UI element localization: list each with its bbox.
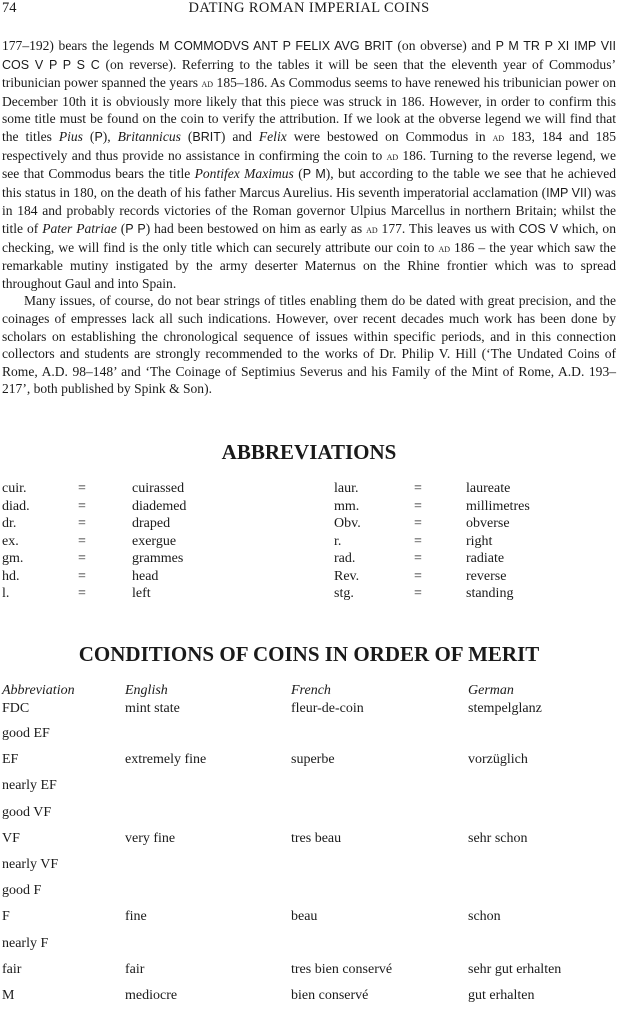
condition-row [2, 805, 616, 831]
paragraph-dating-commodus: 177–192) bears the legends M COMMODVS ANT P FELIX AVG BRIT (on obverse) and P M TR P XI IMP VII COS V P P S C (on reverse). Referring to the tables it will be seen that the eleventh year of Commodus’ tribunician power spanned the years ad 185–186. As Commodus seems to have renewed his tribunician power on December 10th it is obviously more likely that this piece was struck in 186. However, in order to confirm this some title must be found on the coin to verify the attribution. If we look at the obverse legend we will find that the titles Pius (P), Britannicus (BRIT) and Felix were bestowed on Commodus in ad 183, 184 and 185 respectively and thus provide no assistance in confirming the coin to ad 186. Turning to the reverse legend, we see that Commodus bears the title Pontifex Maximus (P M), but according to the table we see that he achieved this status in 180, on the death of his father Marcus Aurelius. His seventh imperatorial acclamation (IMP VII) was in 184 and probably records victories of the Roman governor Ulpius Marcellus in northern Britain; whilst the title of Pater Patriae (P P) had been bestowed on him as early as ad 177. This leaves us with COS V which, on checking, we will find is the only title which can securely attribute our coin to ad 186 – the year which saw the remarkable mutiny instigated by the army deserter Maternus on the Rhine frontier which was to spread throughout Gaul and into Spain. [2, 38, 616, 291]
conditions-heading: CONDITIONS OF COINS IN ORDER OF MERIT [78, 642, 540, 666]
column-header: German [468, 683, 514, 698]
equals-sign: = [78, 516, 86, 531]
equals-sign: = [414, 568, 422, 584]
running-title: DATING ROMAN IMPERIAL COINS [188, 0, 430, 16]
meaning: millimetres [466, 498, 530, 514]
condition-row [2, 778, 616, 804]
meaning: obverse [466, 516, 510, 531]
meaning: diademed [132, 498, 187, 514]
meaning: reverse [466, 568, 507, 584]
column-header: English [125, 683, 168, 698]
reverse-legend: P M TR P XI IMP VII COS V P P S C [2, 39, 616, 72]
equals-sign: = [414, 551, 422, 566]
meaning: right [466, 533, 493, 549]
condition-french: fleur-de-coin [291, 701, 364, 716]
condition-english: fine [125, 909, 147, 925]
meaning: laureate [466, 481, 511, 496]
body-text [2, 37, 616, 398]
abbreviation: ex. [2, 533, 19, 549]
abbreviation-row [2, 533, 616, 551]
condition-german: sehr schon [468, 830, 528, 846]
abbreviation: cuir. [2, 481, 27, 496]
condition-german: sehr gut erhalten [468, 961, 562, 977]
equals-sign: = [414, 516, 422, 531]
condition-row [2, 752, 616, 778]
abbreviation-row [2, 515, 616, 533]
condition-english: very fine [125, 830, 176, 846]
abbreviation: mm. [334, 498, 360, 514]
meaning: radiate [466, 551, 505, 566]
condition-abbreviation: EF [2, 752, 19, 768]
abbreviation-row [2, 550, 616, 568]
meaning: head [132, 568, 159, 584]
equals-sign: = [78, 568, 86, 584]
abbreviation: dr. [2, 516, 17, 531]
abbreviation: l. [2, 586, 10, 601]
condition-abbreviation: fair [2, 961, 22, 977]
equals-sign: = [78, 498, 86, 514]
abbreviation-row [2, 480, 616, 498]
condition-french: bien conservé [291, 987, 369, 1003]
equals-sign: = [414, 498, 422, 514]
condition-german: schon [468, 909, 501, 925]
condition-row [2, 962, 616, 988]
condition-abbreviation: VF [2, 830, 20, 846]
conditions-header-row [2, 683, 616, 701]
column-header: French [291, 683, 331, 698]
conditions-table [2, 683, 616, 1014]
meaning: standing [466, 586, 514, 601]
page-number: 74 [2, 0, 17, 16]
condition-german: stempelglanz [468, 701, 542, 716]
meaning: left [132, 586, 151, 601]
abbreviation: r. [334, 533, 342, 549]
condition-english: mint state [125, 701, 180, 716]
condition-abbreviation: M [2, 987, 15, 1003]
meaning: draped [132, 516, 171, 531]
abbreviation: Rev. [334, 568, 360, 584]
condition-row [2, 726, 616, 752]
condition-row [2, 831, 616, 857]
abbreviation-row [2, 568, 616, 586]
column-header: Abbreviation [2, 683, 75, 698]
meaning: grammes [132, 551, 184, 566]
condition-abbreviation: F [2, 909, 10, 925]
condition-row [2, 909, 616, 935]
abbreviation: Obv. [334, 516, 361, 531]
condition-english: mediocre [125, 987, 178, 1003]
condition-abbreviation: good EF [2, 726, 50, 741]
condition-french: tres beau [291, 830, 342, 846]
abbreviation: laur. [334, 481, 359, 496]
condition-abbreviation: FDC [2, 701, 30, 716]
equals-sign: = [414, 481, 422, 496]
abbreviation: stg. [334, 586, 354, 601]
paragraph-scholarship: Many issues, of course, do not bear strings of titles enabling them do be dated with great precision, and the coinages of empresses lack all such indications. However, over recent decades much work has been done by scholars on establishing the chronological sequence of issues within specific periods, and in this connection collectors and students are strongly recommended to the works of Dr. Philip V. Hill (‘The Undated Coins of Rome, A.D. 98–148’ and ‘The Coinage of Septimius Severus and his Family of the Mint of Rome, A.D. 193–217’, both published by Spink & Son). [2, 293, 616, 397]
condition-row [2, 936, 616, 962]
condition-french: beau [291, 909, 318, 925]
abbreviation: rad. [334, 551, 356, 566]
condition-abbreviation: nearly EF [2, 778, 57, 794]
condition-abbreviation: good VF [2, 804, 52, 820]
condition-french: tres bien conservé [291, 961, 393, 977]
meaning: exergue [132, 533, 177, 549]
equals-sign: = [78, 551, 86, 566]
abbreviations-table [2, 480, 616, 603]
condition-row [2, 857, 616, 883]
abbreviation-row [2, 585, 616, 603]
condition-row [2, 701, 616, 726]
condition-german: vorzüglich [468, 752, 528, 768]
equals-sign: = [78, 533, 86, 549]
abbreviation: gm. [2, 551, 24, 566]
equals-sign: = [78, 481, 86, 496]
condition-abbreviation: nearly F [2, 935, 49, 951]
abbreviation: diad. [2, 498, 30, 514]
abbreviation: hd. [2, 568, 20, 584]
obverse-legend: M COMMODVS ANT P FELIX AVG BRIT [158, 39, 393, 53]
condition-french: superbe [291, 752, 335, 768]
condition-row [2, 883, 616, 909]
equals-sign: = [414, 533, 422, 549]
equals-sign: = [414, 586, 422, 601]
meaning: cuirassed [132, 481, 185, 496]
condition-german: gut erhalten [468, 987, 535, 1003]
abbreviation-row [2, 498, 616, 516]
condition-row [2, 988, 616, 1014]
condition-english: extremely fine [125, 752, 207, 768]
condition-abbreviation: nearly VF [2, 856, 59, 872]
abbreviations-heading: ABBREVIATIONS [221, 440, 397, 464]
condition-english: fair [125, 961, 145, 977]
condition-abbreviation: good F [2, 883, 42, 899]
equals-sign: = [78, 586, 86, 601]
running-head [0, 0, 618, 20]
